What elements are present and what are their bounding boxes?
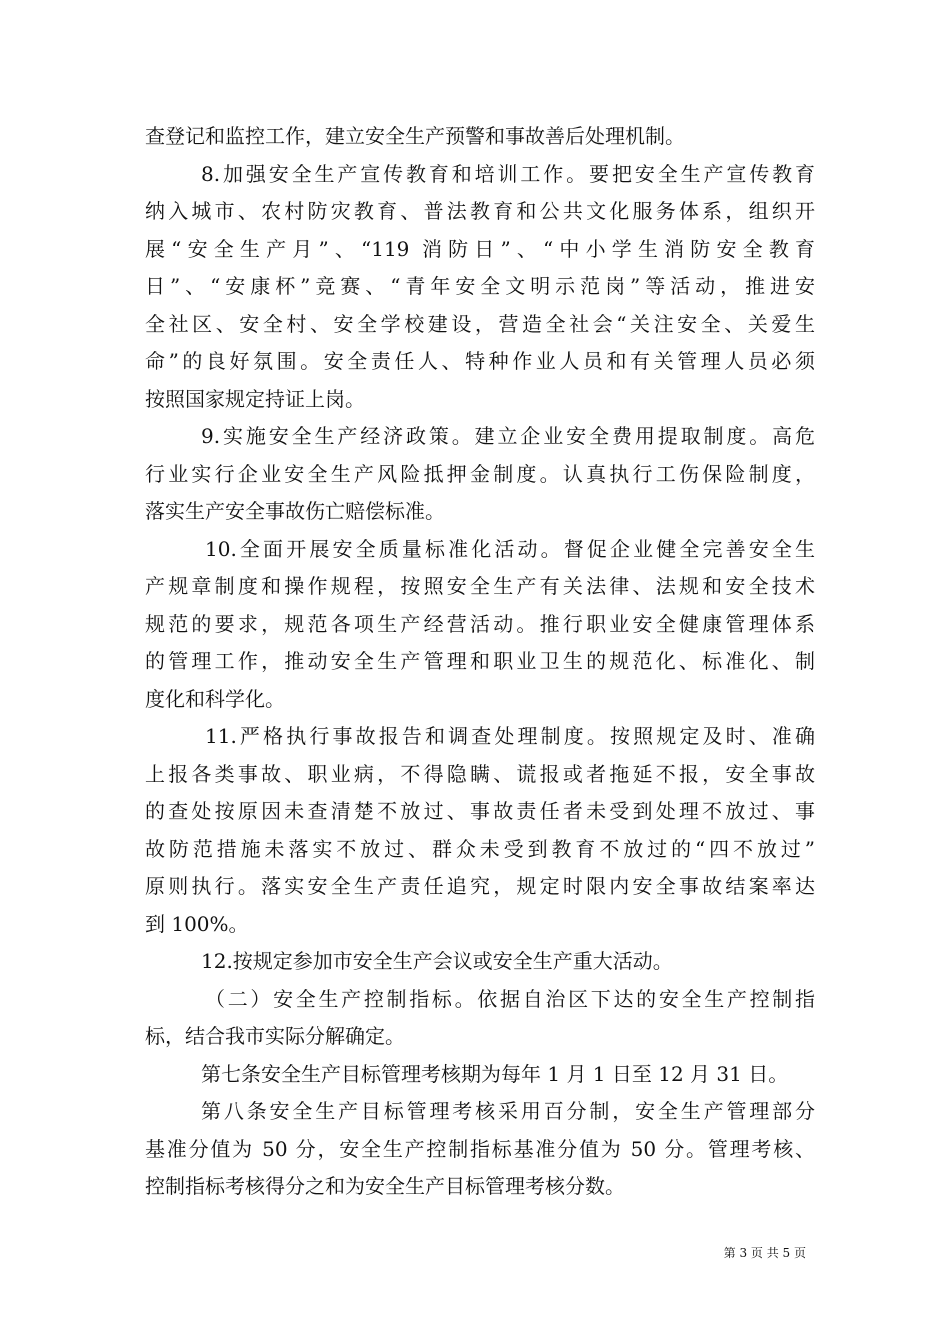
text-line-20: 故防范措施未落实不放过、群众未受到教育不放过的“四不放过” — [145, 836, 815, 861]
text-line-21: 原则执行。落实安全生产责任追究，规定时限内安全事故结案率达 — [145, 874, 815, 898]
text-line-22: 到 100%。 — [145, 911, 249, 936]
text-line-6: 全社区、安全村、安全学校建设，营造全社会“关注安全、关爱生 — [145, 311, 815, 336]
text-line-2: 8.加强安全生产宣传教育和培训工作。要把安全生产宣传教育 — [201, 161, 815, 186]
text-line-12: 10.全面开展安全质量标准化活动。督促企业健全完善安全生 — [205, 536, 815, 561]
text-line-15: 的管理工作，推动安全生产管理和职业卫生的规范化、标准化、制 — [145, 649, 815, 673]
text-line-29: 控制指标考核得分之和为安全生产目标管理考核分数。 — [145, 1174, 625, 1198]
text-line-23: 12.按规定参加市安全生产会议或安全生产重大活动。 — [201, 949, 673, 973]
document-body — [145, 118, 815, 1206]
text-line-25: 标，结合我市实际分解确定。 — [145, 1024, 405, 1048]
text-line-19: 的查处按原因未查清楚不放过、事故责任者未受到处理不放过、事 — [145, 799, 815, 823]
text-line-3: 纳入城市、农村防灾教育、普法教育和公共文化服务体系，组织开 — [145, 199, 815, 223]
text-line-13: 产规章制度和操作规程，按照安全生产有关法律、法规和安全技术 — [145, 574, 815, 598]
text-line-10: 行业实行企业安全生产风险抵押金制度。认真执行工伤保险制度， — [145, 461, 815, 486]
text-line-18: 上报各类事故、职业病，不得隐瞒、谎报或者拖延不报，安全事故 — [145, 761, 815, 786]
text-line-27: 第八条安全生产目标管理考核采用百分制，安全生产管理部分 — [201, 1099, 815, 1123]
text-line-24: （二）安全生产控制指标。依据自治区下达的安全生产控制指 — [205, 986, 815, 1011]
text-line-26: 第七条安全生产目标管理考核期为每年 1 月 1 日至 12 月 31 日。 — [201, 1061, 789, 1086]
text-line-8: 按照国家规定持证上岗。 — [145, 386, 365, 411]
text-line-28: 基准分值为 50 分，安全生产控制指标基准分值为 50 分。管理考核、 — [145, 1136, 815, 1161]
text-line-1: 查登记和监控工作，建立安全生产预警和事故善后处理机制。 — [145, 124, 685, 148]
text-line-11: 落实生产安全事故伤亡赔偿标准。 — [145, 499, 445, 523]
page-number: 第 3 页 共 5 页 — [723, 1246, 806, 1260]
text-line-14: 规范的要求，规范各项生产经营活动。推行职业安全健康管理体系 — [145, 611, 815, 636]
text-line-4: 展“安全生产月”、“119 消防日”、“中小学生消防安全教育 — [145, 236, 815, 261]
text-line-9: 9.实施安全生产经济政策。建立企业安全费用提取制度。高危 — [201, 424, 815, 448]
text-line-16: 度化和科学化。 — [145, 686, 285, 711]
text-line-17: 11.严格执行事故报告和调查处理制度。按照规定及时、准确 — [205, 724, 815, 748]
text-line-5: 日”、“安康杯”竞赛、“青年安全文明示范岗”等活动，推进安 — [145, 274, 815, 298]
text-line-7: 命”的良好氛围。安全责任人、特种作业人员和有关管理人员必须 — [145, 349, 815, 373]
